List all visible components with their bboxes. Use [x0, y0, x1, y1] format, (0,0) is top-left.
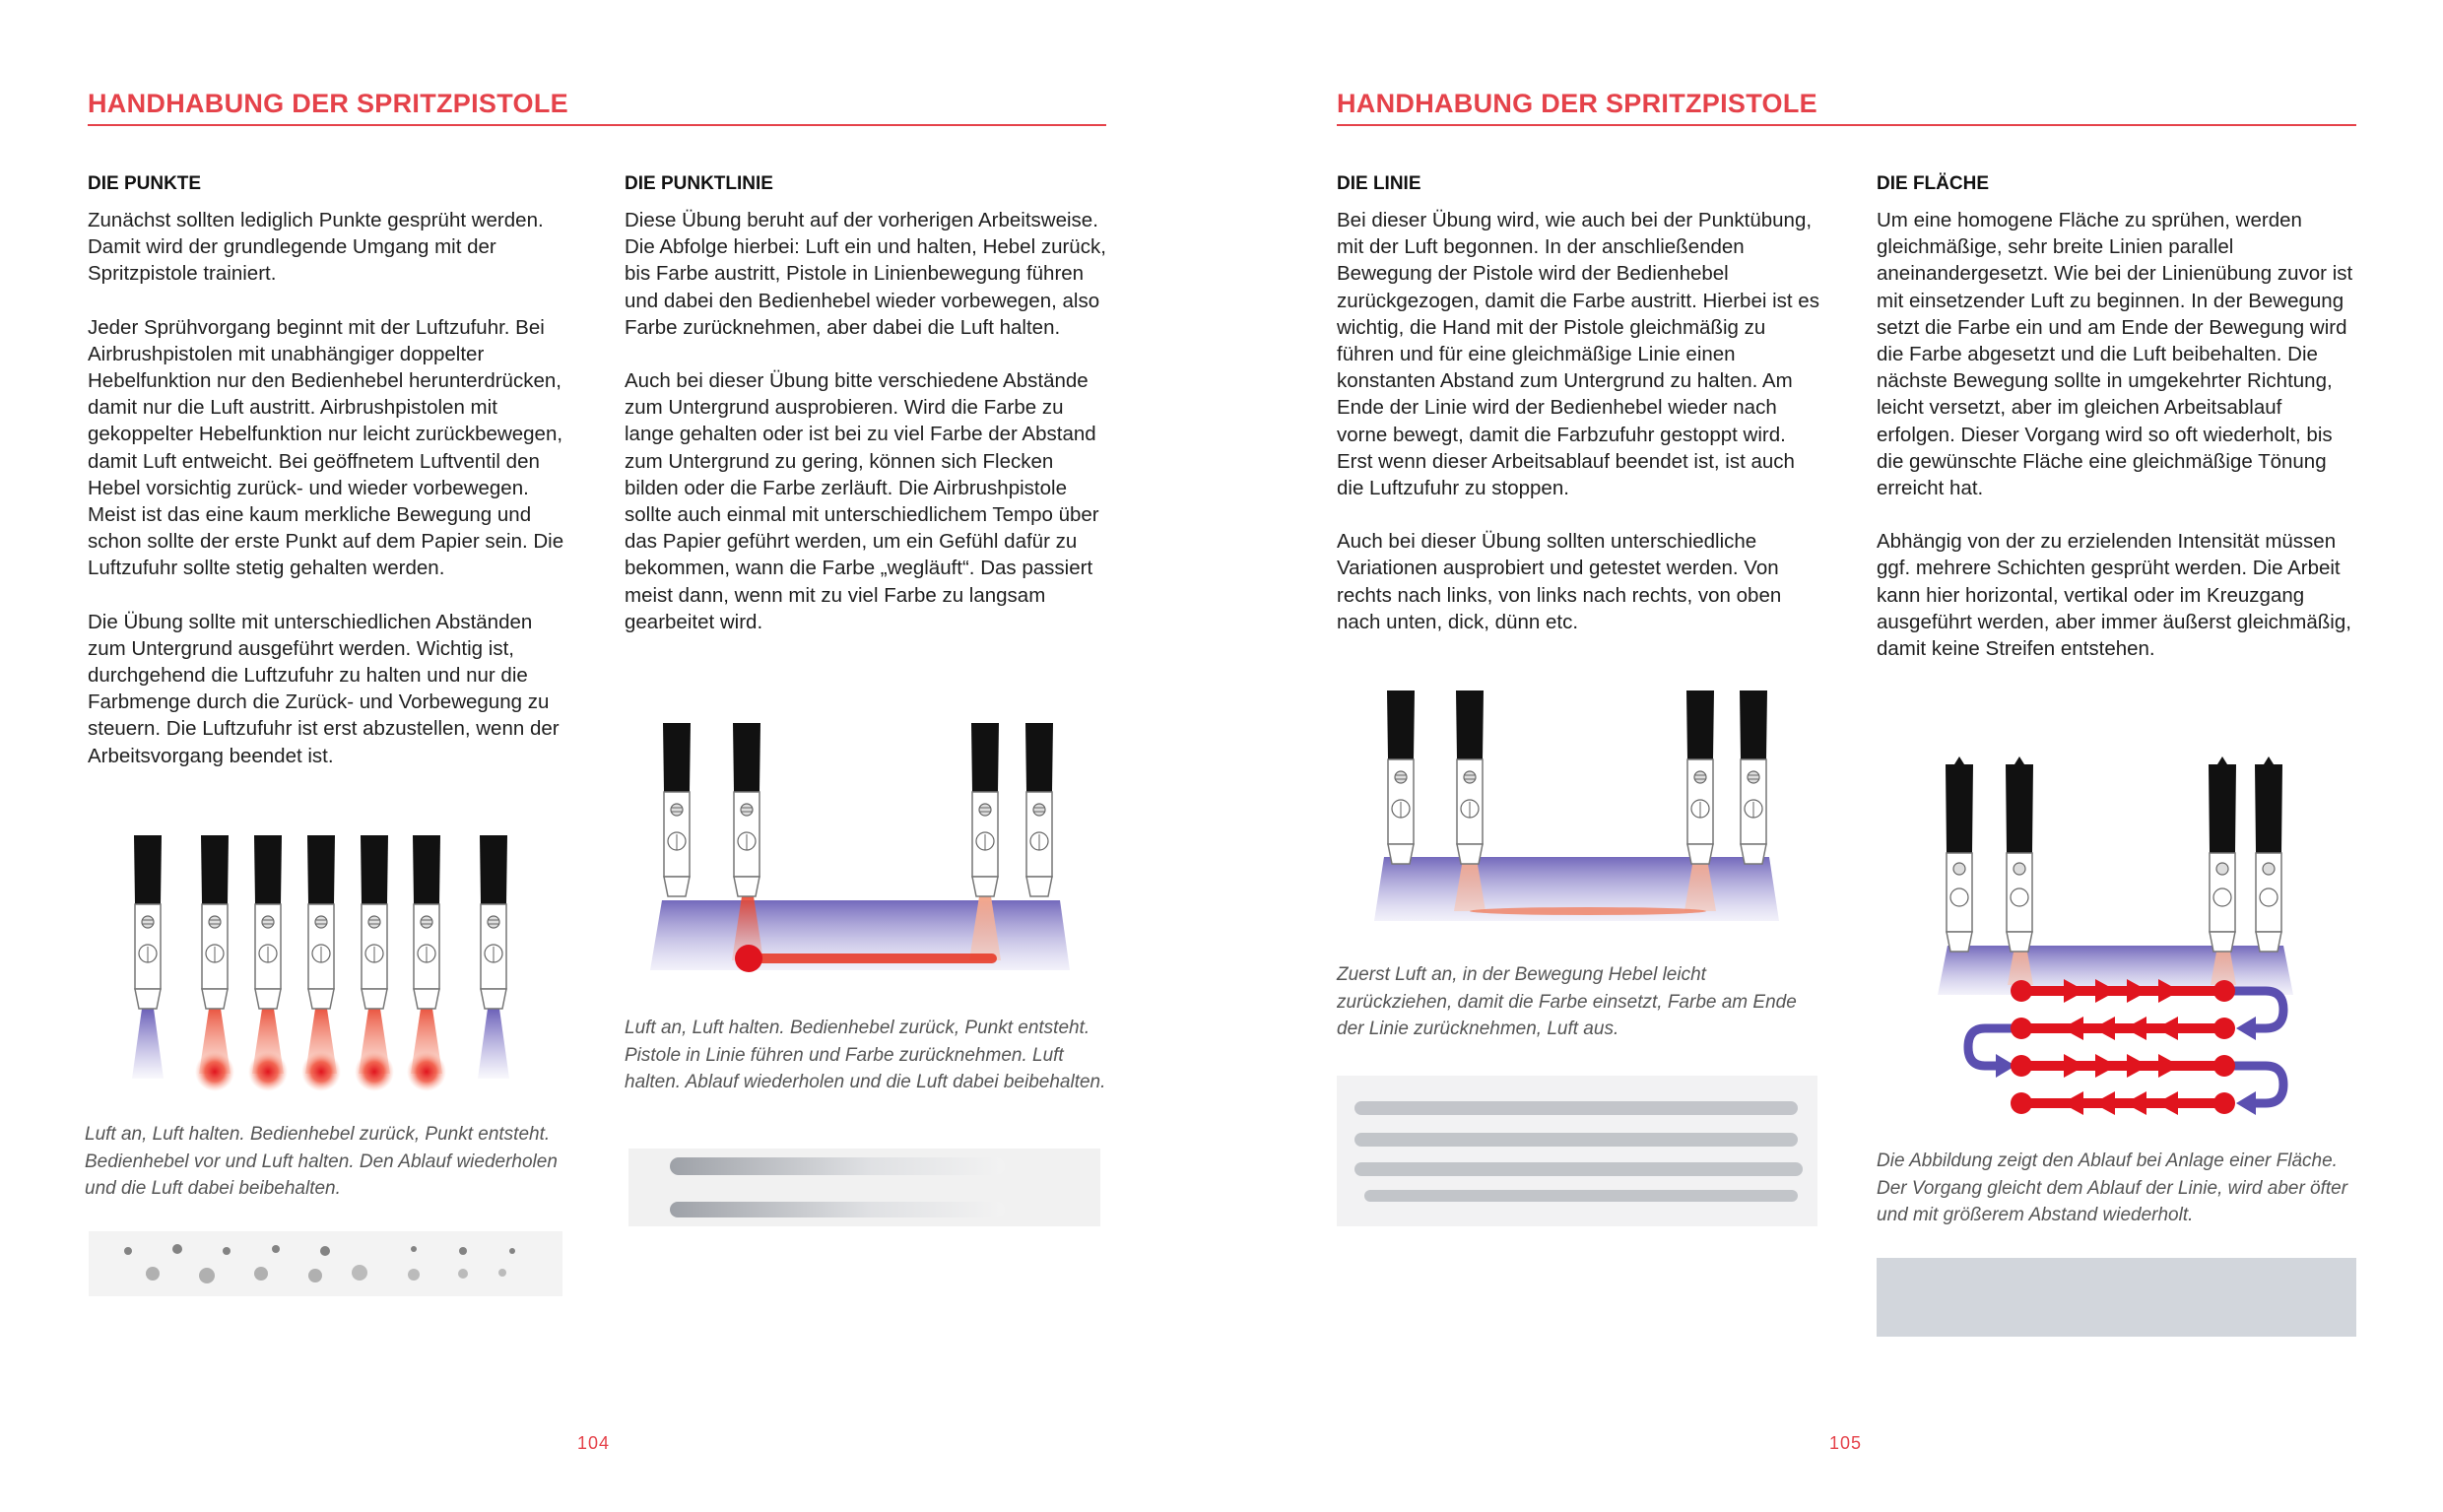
- direction-arrow: [2125, 1017, 2146, 1040]
- paragraph: Diese Übung beruht auf der vorherigen Arbeitsweise. Die Abfolge hierbei: Luft ein und halten, Hebel zurück, bis Farbe austritt, Pistole in Linienbewegung führen und dabei den Bedienhebel wieder vorbewegen, also Farbe zurücknehmen, aber dabei die Luft halten.: [625, 209, 1106, 339]
- direction-arrow: [2064, 1054, 2085, 1078]
- stroke-line: [2021, 1061, 2224, 1071]
- stroke-endpoint: [2011, 1055, 2032, 1077]
- direction-arrow: [2156, 1091, 2178, 1115]
- airbrush-pistol: [254, 835, 282, 1009]
- figure-punkte: [132, 835, 509, 1091]
- paint-dot: [407, 1052, 446, 1091]
- airbrush-pistol: [480, 835, 507, 1009]
- title-rule-left: [88, 124, 1106, 126]
- direction-arrow: [2093, 1017, 2115, 1040]
- page-title-left: HANDHABUNG DER SPRITZPISTOLE: [88, 89, 568, 118]
- direction-arrow: [2156, 1017, 2178, 1040]
- paragraph: Bei dieser Übung wird, wie auch bei der Punktübung, mit der Luft begonnen. In der anschließenden Bewegung der Pistole wird der Bedienhebel zurückgezogen, damit die Farbe austritt. Hierbei ist es wichtig, die Hand mit der Pistole gleichmäßig zu führen und für eine gleichmäßige Linie einen konstanten Abstand zum Untergrund zu halten. Am Ende der Linie wird der Bedienhebel wieder nach vorne bewegt, damit die Farbzufuhr gestoppt wird. Erst wenn dieser Arbeitsablauf beendet ist, ist auch die Luftzufuhr zu stoppen.: [1337, 209, 1819, 500]
- figure-flaeche: [1938, 756, 2293, 1115]
- figure-linie: [1374, 690, 1779, 921]
- column-punkte: [88, 173, 572, 796]
- stroke-endpoint: [2213, 980, 2235, 1002]
- stroke-endpoint: [2213, 1055, 2235, 1077]
- paint-dot: [248, 1052, 288, 1091]
- airbrush-pistol: [361, 835, 388, 1009]
- direction-arrow: [2127, 1054, 2148, 1078]
- stroke-endpoint: [2011, 1092, 2032, 1114]
- airbrush-pistol: [1946, 756, 1973, 952]
- paint-dot: [301, 1052, 341, 1091]
- stroke-endpoint: [2011, 1018, 2032, 1039]
- airbrush-pistol: [1387, 690, 1415, 864]
- sample-linie: [1337, 1076, 1817, 1226]
- airbrush-pistol: [1456, 690, 1484, 864]
- figure-caption: Zuerst Luft an, in der Bewegung Hebel leicht zurückziehen, damit die Farbe einsetzt, Farbe am Ende der Linie zurücknehmen, Luft aus.: [1337, 964, 1797, 1039]
- airbrush-pistol: [2255, 756, 2282, 952]
- stroke-endpoint: [2011, 980, 2032, 1002]
- figure-caption: Luft an, Luft halten. Bedienhebel zurück, Punkt entsteht. Bedienhebel vor und Luft halten. Den Ablauf wiederholen und die Luft dabei beibehalten.: [85, 1124, 558, 1199]
- paragraph: Abhängig von der zu erzielenden Intensität müssen ggf. mehrere Schichten gesprüht werden. Die Arbeit kann hier horizontal, vertikal oder im Kreuzgang ausgeführt werden, aber immer äußerst gleichmäßig, damit keine Streifen entstehen.: [1877, 530, 2351, 661]
- stroke-arrows: [2011, 979, 2235, 1115]
- stroke-line: [2021, 986, 2224, 996]
- direction-arrow: [2062, 1017, 2083, 1040]
- column-flaeche: [1877, 173, 2361, 689]
- section-heading: DIE PUNKTE: [88, 173, 202, 194]
- airbrush-pistol: [307, 835, 335, 1009]
- paragraph: Auch bei dieser Übung bitte verschiedene Abstände zum Untergrund ausprobieren. Wird die Farbe zu lange gehalten oder ist bei zu viel Farbe der Abstand zum Untergrund zu gering, können sich Flecken bilden oder die Farbe zerläuft. Die Airbrushpistole sollte auch einmal mit unterschiedlichem Tempo über das Papier geführt werden, um ein Gefühl dafür zu bekommen, wann die Farbe „wegläuft“. Das passiert meist dann, wenn mit zu viel Farbe zu langsam gearbeitet wird.: [625, 369, 1099, 633]
- figure-punktlinie: [650, 723, 1070, 972]
- page-number-left: 104: [577, 1433, 611, 1453]
- direction-arrow: [2062, 1091, 2083, 1115]
- direction-arrow: [2095, 1054, 2117, 1078]
- stroke-line: [2021, 1023, 2224, 1033]
- airbrush-pistol: [733, 723, 760, 896]
- figure-caption: Luft an, Luft halten. Bedienhebel zurück, Punkt entsteht. Pistole in Linie führen und Farbe zurücknehmen. Luft halten. Ablauf wiederholen und die Luft dabei beibehalten.: [625, 1018, 1106, 1092]
- figure-caption: Die Abbildung zeigt den Ablauf bei Anlage einer Fläche. Der Vorgang gleicht dem Ablauf der Linie, wird aber öfter und mit größerem Abstand wiederholt.: [1877, 1150, 2348, 1225]
- stroke-line: [2021, 1098, 2224, 1108]
- paragraph: Die Übung sollte mit unterschiedlichen Abständen zum Untergrund ausgeführt werden. Wichtig ist, durchgehend die Luftzufuhr zu halten und nur die Farbmenge durch die Zurück- und Vorbewegung zu steuern. Die Luftzufuhr ist erst abzustellen, wenn der Arbeitsvorgang beendet ist.: [88, 610, 560, 767]
- direction-arrow: [2158, 1054, 2180, 1078]
- airbrush-pistol: [134, 835, 162, 1009]
- direction-arrow: [2125, 1091, 2146, 1115]
- airbrush-pistol: [971, 723, 999, 896]
- airbrush-pistol: [201, 835, 229, 1009]
- sample-punkte: [89, 1231, 562, 1296]
- title-rule-right: [1337, 124, 2356, 126]
- paragraph: Jeder Sprühvorgang beginnt mit der Luftzufuhr. Bei Airbrushpistolen mit unabhängiger doppelter Hebelfunktion nur den Bedienhebel herunterdrücken, damit nur die Luft austritt. Airbrushpistolen mit gekoppelter Hebelfunktion nur leicht zurückbewegen, damit Luft entweicht. Bei geöffnetem Luftventil den Hebel vorsichtig zurück- und wieder vorbewegen. Meist ist das eine kaum merkliche Bewegung und schon sollte der erste Punkt auf dem Papier sein. Die Luftzufuhr sollte stetig gehalten werden.: [88, 315, 564, 580]
- stroke-endpoint: [2213, 1092, 2235, 1114]
- paint-dot: [195, 1052, 234, 1091]
- paragraph: Auch bei dieser Übung sollten unterschiedliche Variationen ausprobiert und getestet werden. Von rechts nach links, von links nach rechts, von oben nach unten, dick, dünn etc.: [1337, 530, 1782, 633]
- paint-dot: [355, 1052, 394, 1091]
- column-linie: [1337, 173, 1821, 662]
- section-heading: DIE FLÄCHE: [1877, 173, 1989, 194]
- page-title-right: HANDHABUNG DER SPRITZPISTOLE: [1337, 89, 1817, 118]
- airbrush-pistol: [663, 723, 691, 896]
- airbrush-pistol: [2209, 756, 2236, 952]
- airbrush-pistol: [1025, 723, 1053, 896]
- sample-punktlinie: [628, 1149, 1100, 1226]
- column-punktlinie: [625, 173, 1109, 662]
- airbrush-pistol: [413, 835, 440, 1009]
- airbrush-pistol: [1686, 690, 1714, 864]
- paragraph: Zunächst sollten lediglich Punkte gesprüht werden. Damit wird der grundlegende Umgang mit der Spritzpistole trainiert.: [88, 209, 544, 286]
- airbrush-pistol: [2006, 756, 2033, 952]
- paragraph: Um eine homogene Fläche zu sprühen, werden gleichmäßige, sehr breite Linien parallel aneinandergesetzt. Wie bei der Linienübung zuvor ist mit einsetzender Luft zu beginnen. In der Bewegung setzt die Farbe ein und am Ende der Bewegung wird die Farbe abgesetzt und die Luft beibehalten. Die nächste Bewegung sollte in umgekehrter Richtung, leicht versetzt, aber im gleichen Arbeitsablauf erfolgen. Dieser Vorgang wird so oft wiederholt, bis die gewünschte Fläche eine gleichmäßige Tönung erreicht hat.: [1877, 209, 2353, 500]
- stroke-endpoint: [2213, 1018, 2235, 1039]
- direction-arrow: [2093, 1091, 2115, 1115]
- section-heading: DIE PUNKTLINIE: [625, 173, 773, 194]
- page-number-right: 105: [1829, 1433, 1863, 1453]
- section-heading: DIE LINIE: [1337, 173, 1421, 194]
- sample-flaeche: [1877, 1258, 2356, 1337]
- airbrush-pistol: [1740, 690, 1767, 864]
